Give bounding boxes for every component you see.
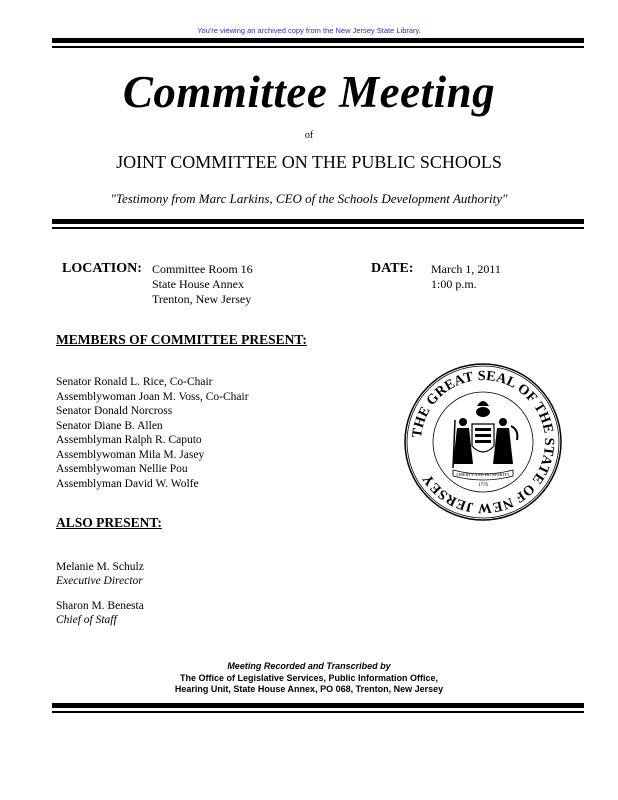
member-item: Assemblyman Ralph R. Caputo [56, 434, 202, 446]
testimony-subtitle: "Testimony from Marc Larkins, CEO of the Schools Development Authority" [110, 191, 508, 206]
page-title: Committee Meeting [122, 67, 496, 117]
member-item: Senator Ronald L. Rice, Co-Chair [56, 376, 213, 388]
date-value [431, 262, 501, 292]
location-value [152, 262, 253, 307]
member-item: Assemblywoman Mila M. Jasey [56, 448, 205, 461]
location-line: Trenton, New Jersey [152, 292, 252, 306]
location-line: State House Annex [152, 277, 244, 291]
archive-banner: You're viewing an archived copy from the New Jersey State Library. [197, 26, 421, 35]
top-rule-thin [52, 46, 584, 48]
member-item: Senator Donald Norcross [56, 405, 173, 417]
bottom-rule-thick [52, 703, 584, 708]
member-item: Senator Diane B. Allen [56, 419, 163, 432]
footer-line: The Office of Legislative Services, Public Information Office, [179, 672, 439, 683]
bottom-rule-thin [52, 711, 584, 713]
members-list [56, 375, 249, 491]
seal-ring-text: THE GREAT SEAL OF THE STATE OF NEW JERSEY [410, 368, 557, 516]
also-present-item [56, 599, 144, 627]
seal-year: 1776 [478, 483, 488, 488]
date-line: March 1, 2011 [431, 262, 501, 276]
member-item: Assemblywoman Nellie Pou [56, 463, 188, 475]
footer-transcription [0, 661, 618, 696]
location-line: Committee Room 16 [152, 262, 253, 276]
also-present-heading: ALSO PRESENT: [56, 515, 162, 530]
date-label: DATE: [371, 261, 414, 276]
committee-name: JOINT COMMITTEE ON THE PUBLIC SCHOOLS [116, 152, 502, 172]
also-present-name: Sharon M. Benesta [56, 600, 144, 612]
also-present-item [56, 560, 144, 588]
mid-rule-thin [52, 227, 584, 229]
footer-line: Hearing Unit, State House Annex, PO 068, Trenton, New Jersey [174, 684, 444, 694]
of-text: of [304, 130, 314, 141]
location-label: LOCATION: [62, 261, 142, 276]
members-heading: MEMBERS OF COMMITTEE PRESENT: [56, 332, 307, 347]
top-rule-thick [52, 38, 584, 43]
also-present-role: Chief of Staff [56, 614, 117, 626]
date-line: 1:00 p.m. [431, 277, 477, 291]
mid-rule-thick [52, 219, 584, 224]
great-seal-icon [403, 362, 563, 522]
footer-line: Meeting Recorded and Transcribed by [227, 661, 391, 671]
also-present-role: Executive Director [56, 575, 143, 587]
member-item: Assemblyman David W. Wolfe [56, 477, 199, 490]
seal-ribbon-text: LIBERTY AND PROSPERITY [456, 472, 510, 477]
also-present-name: Melanie M. Schulz [56, 561, 144, 573]
member-item: Assemblywoman Joan M. Voss, Co-Chair [56, 390, 249, 403]
